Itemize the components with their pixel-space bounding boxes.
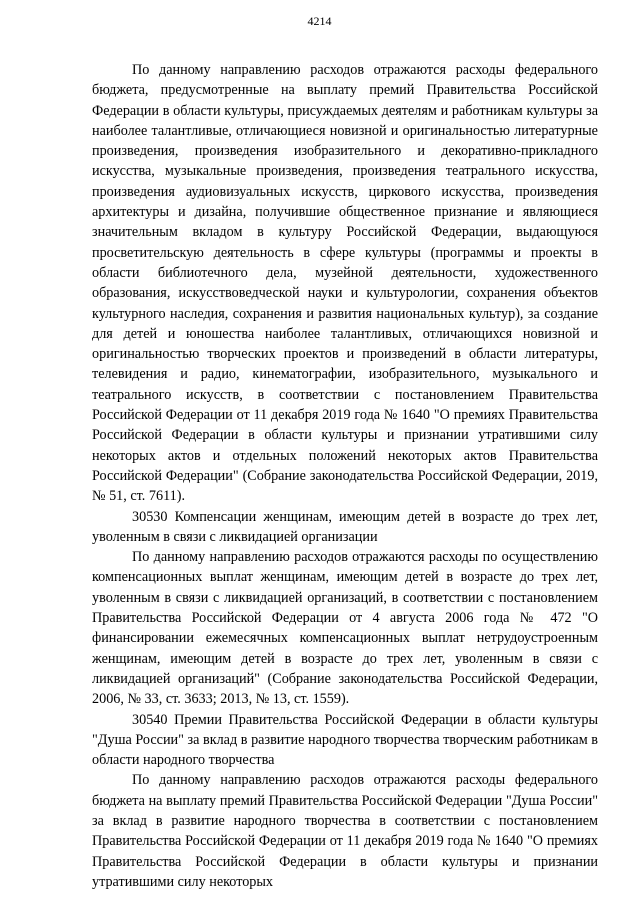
page-number: 4214 (307, 14, 332, 28)
paragraph-premiums-culture: По данному направлению расходов отражаются расходы федерального бюджета, предусмотренные на выплату премий Правительства Российской Федерации в области культуры, присуждаемых деятелям и работникам культуры за наиболее талантливые, отличающиеся новизной и оригинальностью литературные произведения, произведения изобразительного и декоративно-прикладного искусства, музыкальные произведения, произведения театрального искусства, произведения аудиовизуальных искусств, циркового искусства, произведения архитектуры и дизайна, получившие общественное признание и являющиеся значительным вкладом в культуру Российской Федерации, выдающуюся просветительскую деятельность в сфере культуры (программы и проекты в области библиотечного дела, музейной деятельности, художественного образования, искусствоведческой науки и культурологии, сохранения объектов культурного наследия, сохранения и развития национальных культур), за создание для детей и юношества наиболее талантливых, отличающихся новизной и оригинальностью творческих проектов и произведений в области литературы, телевидения и радио, кинематографии, изобразительного, музыкального и театрального искусств, в соответствии с постановлением Правительства Российской Федерации от 11 декабря 2019 года № 1640 "О премиях Правительства Российской Федерации в области культуры и признании утратившими силу некоторых актов и отдельных положений некоторых актов Правительства Российской Федерации" (Собрание законодательства Российской Федерации, 2019, № 51, ст. 7611). (92, 62, 598, 505)
heading-30540: 30540 Премии Правительства Российской Федерации в области культуры "Душа России" за вклад в развитие народного творчества творческим работникам в области народного творчества (92, 711, 598, 769)
paragraph-compensation-women: По данному направлению расходов отражаются расходы по осуществлению компенсационных выплат женщинам, имеющим детей в возрасте до трех лет, уволенным в связи с ликвидацией организаций, в соответствии с постановлением Правительства Российской Федерации от 4 августа 2006 года № 472 "О финансировании ежемесячных компенсационных выплат нетрудоустроенным женщинам, имеющим детей в возрасте до трех лет, уволенным в связи с ликвидацией организаций" (Собрание законодательства Российской Федерации, 2006, № 33, ст. 3633; 2013, № 13, ст. 1559). (92, 549, 598, 708)
paragraph-soul-of-russia: По данному направлению расходов отражаются расходы федерального бюджета на выплату премий Правительства Российской Федерации "Душа России" за вклад в развитие народного творчества в соответствии с постановлением Правительства Российской Федерации от 11 декабря 2019 года № 1640 "О премиях Правительства Российской Федерации в области культуры и признании утратившими силу некоторых (92, 772, 598, 890)
document-body (92, 60, 598, 892)
heading-30530: 30530 Компенсации женщинам, имеющим детей в возрасте до трех лет, уволенным в связи с ликвидацией организации (92, 508, 598, 545)
